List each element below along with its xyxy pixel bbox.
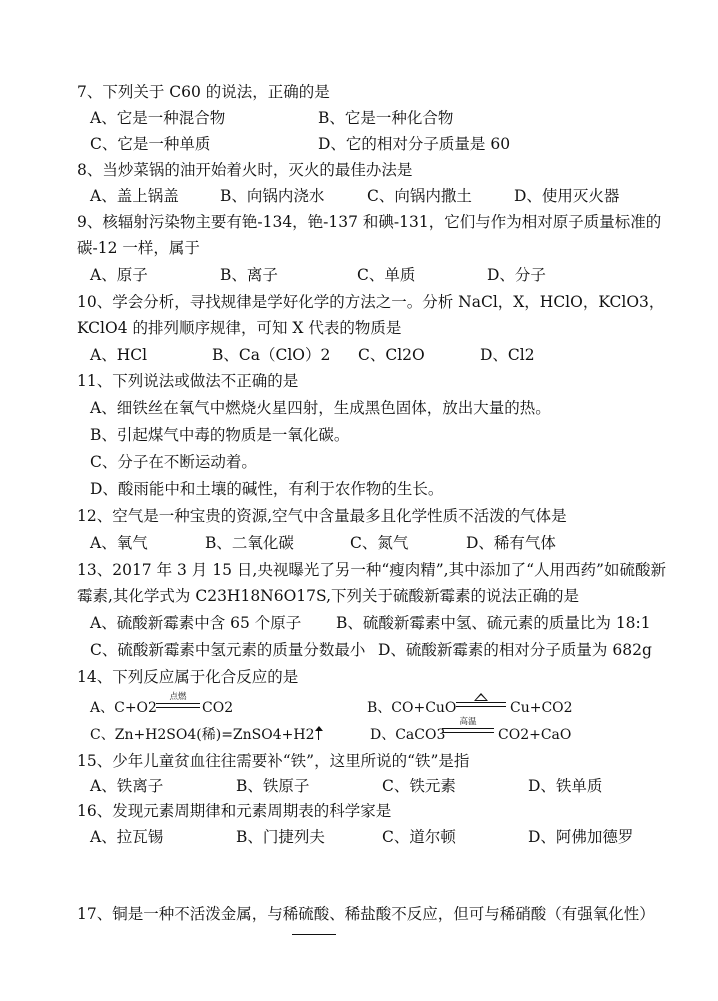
question-11-stem: 11、下列说法或做法不正确的是: [77, 372, 299, 390]
question-17-stem: 17、铜是一种不活泼金属，与稀硫酸、稀盐酸不反应，但可与稀硝酸（有强氧化性）: [77, 905, 655, 923]
question-13-option-b: B、硫酸新霉素中氢、硫元素的质量比为 18:1: [336, 614, 651, 632]
question-7-option-d: D、它的相对分子质量是 60: [318, 135, 511, 153]
question-14-option-d-condition: [442, 718, 494, 733]
question-13-option-a: A、硫酸新霉素中含 65 个原子: [90, 614, 302, 632]
question-7-option-b: B、它是一种化合物: [318, 109, 454, 127]
question-8-option-d: D、使用灭火器: [514, 187, 620, 205]
question-15-stem: 15、少年儿童贫血往往需要补“铁”，这里所说的“铁”是指: [77, 752, 470, 770]
question-15-option-a: A、铁离子: [90, 777, 164, 795]
question-14-option-d-reactants: D、CaCO3: [370, 727, 446, 743]
question-8-option-b: B、向锅内浇水: [220, 187, 325, 205]
question-11-option-c: C、分子在不断运动着。: [90, 453, 257, 471]
question-7-option-a: A、它是一种混合物: [90, 109, 226, 127]
question-12-option-b: B、二氧化碳: [205, 534, 294, 552]
question-15-option-c: C、铁元素: [382, 777, 456, 795]
ignite-label: 点燃: [169, 692, 187, 702]
question-16-option-c: C、道尔顿: [382, 828, 456, 846]
equation-equals-sign: [156, 703, 200, 708]
gas-arrow-up-icon: [315, 726, 323, 740]
question-9-option-d: D、分子: [487, 266, 546, 284]
question-14-option-b-condition: [456, 693, 506, 707]
question-13-stem-line1: 13、2017 年 3 月 15 日,央视曝光了另一种“瘦肉精”,其中添加了“人用西药”如硫酸新: [77, 561, 666, 579]
question-14-stem: 14、下列反应属于化合反应的是: [77, 668, 299, 686]
question-13-option-c: C、硫酸新霉素中氢元素的质量分数最小: [90, 641, 366, 659]
question-16-stem: 16、发现元素周期律和元素周期表的科学家是: [77, 802, 392, 820]
question-12-option-a: A、氧气: [90, 534, 148, 552]
question-10-option-c: C、Cl2O: [358, 346, 425, 364]
question-7-option-c: C、它是一种单质: [90, 135, 211, 153]
question-9-option-b: B、离子: [220, 266, 278, 284]
question-15-option-d: D、铁单质: [528, 777, 603, 795]
question-14-option-a-condition: [156, 693, 200, 708]
question-11-option-b: B、引起煤气中毒的物质是一氧化碳。: [90, 426, 350, 444]
question-9-stem-line2: 碳-12 一样，属于: [77, 239, 200, 257]
question-8-option-a: A、盖上锅盖: [90, 187, 179, 205]
footer-rule: [292, 934, 336, 939]
question-10-stem-line2: KClO4 的排列顺序规律，可知 X 代表的物质是: [77, 319, 402, 337]
question-9-option-c: C、单质: [357, 266, 416, 284]
question-14-option-c-equation: [90, 725, 323, 745]
question-10-stem-line1: 10、学会分析，寻找规律是学好化学的方法之一。分析 NaCl，X，HClO，KClO3，: [77, 293, 665, 311]
question-10-option-b: B、Ca（ClO）2: [212, 346, 331, 364]
question-10-option-a: A、HCl: [90, 346, 148, 364]
question-14-option-b-reactants: B、CO+CuO: [367, 700, 457, 716]
question-14-option-a-products: CO2: [202, 700, 234, 716]
high-temperature-label: 高温: [459, 717, 477, 727]
question-16-option-d: D、阿佛加德罗: [528, 828, 634, 846]
question-14-option-a-reactants: A、C+O2: [90, 700, 157, 716]
question-15-option-b: B、铁原子: [236, 777, 310, 795]
question-13-stem-line2: 霉素,其化学式为 C23H18N6O17S,下列关于硫酸新霉素的说法正确的是: [77, 587, 580, 605]
question-13-option-d: D、硫酸新霉素的相对分子质量为 682g: [378, 641, 652, 659]
question-14-option-b-products: Cu+CO2: [510, 700, 573, 716]
question-9-option-a: A、原子: [90, 266, 148, 284]
question-14-option-c-text: C、Zn+H2SO4(稀)=ZnSO4+H2: [90, 727, 315, 743]
question-11-option-d: D、酸雨能中和土壤的碱性，有利于农作物的生长。: [90, 480, 444, 498]
heat-triangle-icon: [474, 693, 488, 701]
question-16-option-b: B、门捷列夫: [236, 828, 325, 846]
question-8-option-c: C、向锅内撒土: [367, 187, 472, 205]
question-9-stem-line1: 9、核辐射污染物主要有铯-134，铯-137 和碘-131，它们与作为相对原子质量标准的: [77, 213, 662, 231]
equation-equals-sign: [442, 728, 494, 733]
question-14-option-d-products: CO2+CaO: [498, 727, 572, 743]
equation-equals-sign: [456, 702, 506, 707]
question-12-stem: 12、空气是一种宝贵的资源,空气中含量最多且化学性质不活泼的气体是: [77, 507, 567, 525]
question-12-option-c: C、氮气: [350, 534, 409, 552]
question-10-option-d: D、Cl2: [480, 346, 535, 364]
question-12-option-d: D、稀有气体: [466, 534, 556, 552]
question-16-option-a: A、拉瓦锡: [90, 828, 164, 846]
question-11-option-a: A、细铁丝在氧气中燃烧火星四射，生成黑色固体，放出大量的热。: [90, 399, 551, 417]
question-7-stem: 7、下列关于 C60 的说法，正确的是: [77, 83, 330, 101]
question-8-stem: 8、当炒菜锅的油开始着火时，灭火的最佳办法是: [77, 161, 413, 179]
page-footer-double-line: [292, 934, 336, 939]
